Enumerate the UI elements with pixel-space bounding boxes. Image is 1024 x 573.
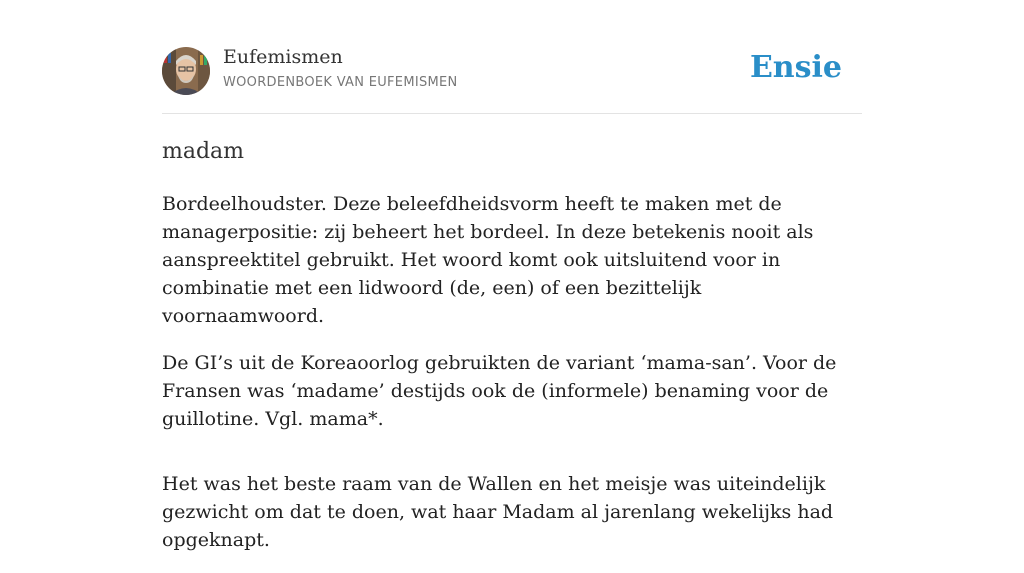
page-container: [162, 0, 862, 551]
author-name[interactable]: Eufemismen: [223, 46, 343, 68]
site-logo[interactable]: Ensie: [749, 50, 842, 85]
entry-body: [162, 190, 867, 573]
definition-paragraph: Bordeelhoudster. Deze beleefdheidsvorm heeft te maken met de managerpositie: zij beheert het bordeel. In deze betekenis nooit als aanspreektitel gebruikt. Het woord komt ook uitsluitend voor in combinatie met een lidwoord (de, een) of een bezittelijk voornaamwoord.: [162, 193, 814, 327]
definition-paragraph: De GI’s uit de Koreaoorlog gebruikten de variant ‘mama-san’. Voor de Fransen was ‘madame’ destijds ook de (informele) benaming voor de guillotine. Vgl. mama*.: [162, 352, 837, 430]
dictionary-subtitle: WOORDENBOEK VAN EUFEMISMEN: [223, 75, 458, 90]
example-sentence: Het was het beste raam van de Wallen en het meisje was uiteindelijk gezwicht om dat te doen, wat haar Madam al jarenlang wekelijks had opgeknapt.: [162, 473, 834, 551]
avatar-portrait-icon: [162, 47, 210, 95]
avatar[interactable]: [162, 47, 210, 95]
entry-title: madam: [162, 139, 245, 164]
header: [162, 0, 862, 114]
